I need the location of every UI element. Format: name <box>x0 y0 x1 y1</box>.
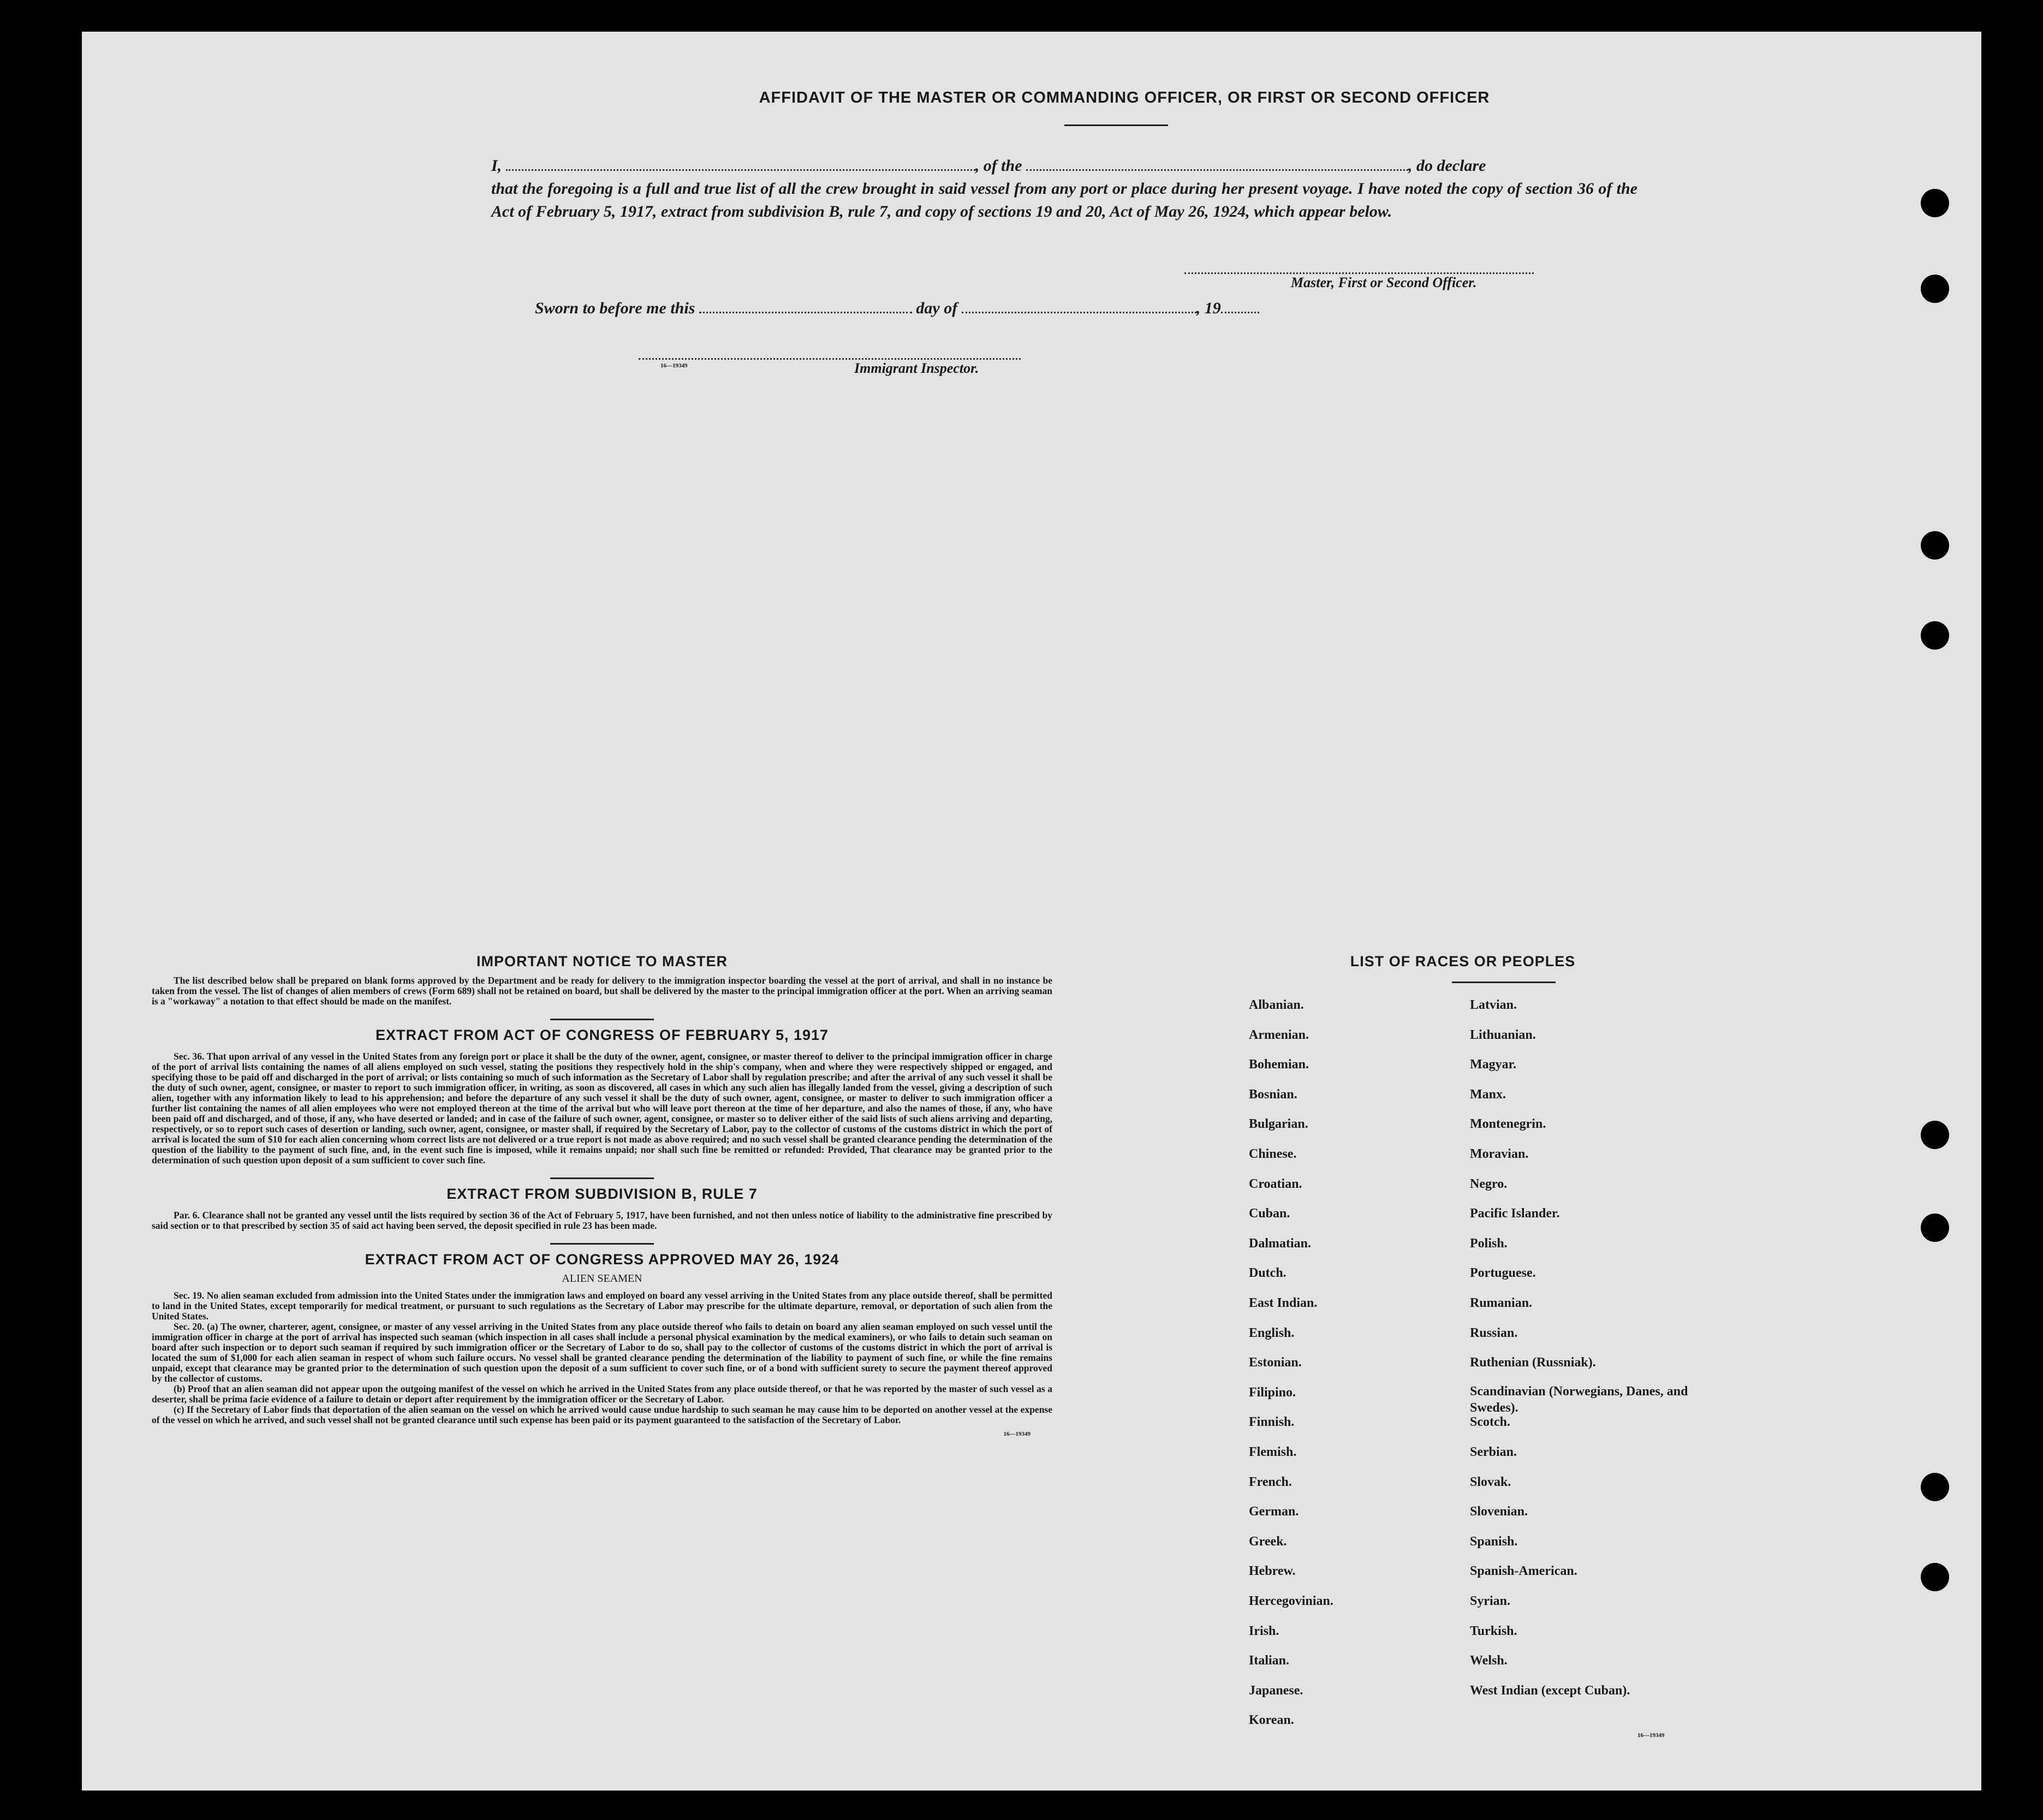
document-page <box>82 32 1981 1791</box>
notice-text: The list described below shall be prepared on blank forms approved by the Department and be ready for delivery to the immigration inspector boarding the vessel at the port of arrival, and shall in no instance be taken from the vessel. The list of changes of alien members of crews (Form 689) shall not be retained on board, but shall be delivered by the master to the principal immigration officer at the port. When an arriving seaman is a "workaway" a notation to that effect should be made on the manifest. <box>152 975 1052 1007</box>
race-item: Armenian. <box>1249 1027 1309 1042</box>
race-item: Montenegrin. <box>1470 1117 1546 1132</box>
race-item: French. <box>1249 1474 1292 1489</box>
races-title: LIST OF RACES OR PEOPLES <box>1350 953 1576 970</box>
race-item: Dutch. <box>1249 1266 1286 1281</box>
race-item: Slovak. <box>1470 1474 1511 1489</box>
sec-20b-text: (b) Proof that an alien seaman did not appear upon the outgoing manifest of the vessel on which he arrived in the United States from any place outside thereof, or that he was reported by the master of such vessel as a deserter, shall be prima facie evidence of a failure to detain or deport after requirement by the immigration officer or the Secretary of Labor. <box>152 1383 1052 1405</box>
race-item: Latvian. <box>1470 998 1517 1012</box>
signature-label: Master, First or Second Officer. <box>1291 275 1477 290</box>
extract-rule7-text: Par. 6. Clearance shall not be granted any vessel until the lists required by section 36 of the Act of February 5, 1917, have been furnished, and not then unless notice of liability to the administrative fine prescribed by said section or to that prescribed by section 35 of said act having been served, the deposit specified in rule 23 has been made. <box>152 1210 1052 1231</box>
race-item: Spanish. <box>1470 1534 1518 1549</box>
race-item: Moravian. <box>1470 1147 1529 1161</box>
race-item: West Indian (except Cuban). <box>1470 1683 1630 1698</box>
sec-20a-text: Sec. 20. (a) The owner, charterer, agent, consignee, or master of any vessel arriving in the United States from any place outside thereof who fails to detain on board any alien seaman employed on such vessel until the immigration officer in charge at the port of arrival has inspected such seaman (which inspection in all cases shall include a personal physical examination by the medical examiners), or who fails to detain such seaman on board after such inspection or to deport such seaman if required by such immigration officer or the Secretary of Labor to do so, shall pay to the collector of customs of the customs district in which the port of arrival is located the sum of $1,000 for each alien seaman in respect of whom such failure occurs. No vessel shall be granted clearance pending the determination of the liability to payment of such fine, or while the fine remains unpaid, except that clearance may be granted prior to the determination of such question upon the deposit of a sum sufficient to cover such fine, or of a bond with sufficient surety to secure the payment thereof approved by the collector of customs. <box>152 1321 1052 1384</box>
inspector-signature-blank[interactable] <box>639 358 1021 360</box>
form-number: 16—19349 <box>1003 1431 1031 1437</box>
race-item: Bosnian. <box>1249 1087 1297 1102</box>
binder-hole <box>1921 189 1949 217</box>
race-item: Pacific Islander. <box>1470 1206 1560 1221</box>
divider <box>550 1019 654 1020</box>
sworn-day-blank[interactable] <box>699 311 912 313</box>
binder-hole <box>1921 275 1949 303</box>
do-declare-label: , do declare <box>1408 157 1486 175</box>
race-item: Scotch. <box>1470 1415 1510 1430</box>
race-item: Albanian. <box>1249 998 1304 1012</box>
declaration-statement: that the foregoing is a full and true list of all the crew brought in said vessel from any port or place during her present voyage. I have noted the copy of section 36 of the Act of February 5, 1917, extract from subdivision B, rule 7, and copy of sections 19 and 20, Act of May 26, 1924, which appear below. <box>491 180 1637 221</box>
race-item: Bulgarian. <box>1249 1117 1308 1132</box>
notice-title: IMPORTANT NOTICE TO MASTER <box>476 953 728 970</box>
race-item: Magyar. <box>1470 1057 1517 1072</box>
race-item: Irish. <box>1249 1623 1279 1638</box>
form-number: 16—19349 <box>660 362 688 369</box>
race-item: Croatian. <box>1249 1176 1302 1191</box>
binder-hole <box>1921 621 1949 650</box>
race-item: Greek. <box>1249 1534 1287 1549</box>
race-item: Welsh. <box>1470 1654 1508 1668</box>
race-item: Italian. <box>1249 1654 1290 1668</box>
of-the-label: , of the <box>975 157 1022 175</box>
race-item: Estonian. <box>1249 1355 1302 1370</box>
race-item: East Indian. <box>1249 1296 1318 1310</box>
race-item: Hebrew. <box>1249 1564 1296 1579</box>
race-item: Polish. <box>1470 1236 1508 1251</box>
binder-hole <box>1921 1473 1949 1501</box>
legal-notices <box>152 953 1052 1437</box>
race-item: German. <box>1249 1504 1299 1519</box>
binder-hole <box>1921 1563 1949 1591</box>
race-item: Bohemian. <box>1249 1057 1309 1072</box>
race-item: Lithuanian. <box>1470 1027 1536 1042</box>
race-item: Flemish. <box>1249 1445 1297 1459</box>
race-item: Chinese. <box>1249 1147 1297 1161</box>
day-of-label: day of <box>916 299 958 317</box>
race-item: Negro. <box>1470 1176 1508 1191</box>
i-label: I, <box>491 157 502 175</box>
officer-signature-blank[interactable] <box>1184 272 1534 274</box>
affidavit-title: AFFIDAVIT OF THE MASTER OR COMMANDING OFFICER, OR FIRST OR SECOND OFFICER <box>759 89 1490 106</box>
sec-20c-text: (c) If the Secretary of Labor finds that deportation of the alien seaman on the vessel on which he arrived would cause undue hardship to such seaman he may cause him to be deported on another vessel at the expense of the vessel on which he arrived, and such vessel shall not be granted clearance until such expense has been paid or its payment guaranteed to the satisfaction of the Secretary of Labor. <box>152 1404 1052 1425</box>
race-item: Spanish-American. <box>1470 1564 1577 1579</box>
sec-19-text: Sec. 19. No alien seaman excluded from admission into the United States under the immigration laws and employed on board any vessel arriving in the United States from any place outside thereof, shall be permitted to land in the United States, except temporarily for medical treatment, or pursuant to such regulations as the Secretary of Labor may prescribe for the ultimate departure, removal, or deportation of such alien from the United States. <box>152 1290 1052 1322</box>
race-item: Filipino. <box>1249 1385 1296 1400</box>
affidavit-body <box>491 154 1654 223</box>
name-blank[interactable] <box>506 169 975 171</box>
binder-hole <box>1921 531 1949 560</box>
race-item: English. <box>1249 1325 1295 1340</box>
race-item: Syrian. <box>1470 1594 1511 1608</box>
race-item: Russian. <box>1470 1325 1518 1340</box>
declaration-line <box>491 154 1654 177</box>
race-item: Rumanian. <box>1470 1296 1533 1310</box>
sworn-label: Sworn to before me this <box>535 299 695 317</box>
sworn-year-blank[interactable] <box>1221 311 1259 313</box>
race-item: Ruthenian (Russniak). <box>1470 1355 1596 1370</box>
race-item: Dalmatian. <box>1249 1236 1311 1251</box>
extract-1917-text: Sec. 36. That upon arrival of any vessel in the United States from any foreign port or place it shall be the duty of the owner, agent, consignee, or master thereof to deliver to the principal immigration officer in charge of the port of arrival lists containing the names of all aliens employed on such vessel, stating the positions they respectively hold in the ship's company, when and where they were respectively shipped or engaged, and specifying those to be paid off and discharged in the port of arrival; or lists containing so much of such information as the Secretary of Labor shall by regulation prescribe; and after the arrival of any such vessel it shall be the duty of such owner, agent, consignee, or master to report to such immigration officer, in writing, as soon as discovered, all cases in which any such alien has illegally landed from the vessel, giving a description of such alien, together with any information likely to lead to his apprehension; and before the departure of any such vessel it shall be the duty of such owner, agent, consignee, or master to deliver to such immigration officer a further list containing the names of all alien employees who were not employed thereon at the time of the arrival but who will leave port thereon at the time of her departure, and also the names of those, if any, who have been paid off and discharged, and of those, if any, who have deserted or landed; and in case of the failure of such owner, agent, consignee, or master so to deliver either of the said lists of such aliens arriving and departing, respectively, or so to report such cases of desertion or landing, such owner, agent, consignee, or master shall, if required by the Secretary of Labor, pay to the collector of customs of the customs district in which the port of arrival is located the sum of $10 for each alien concerning whom correct lists are not delivered or a true report is not made as above required; and no such vessel shall be granted clearance pending the determination of the question of the liability to the payment of such fine, and, in the event such fine is imposed, while it remains unpaid; nor shall such fine be remitted or refunded: Provided, That clearance may be granted prior to the determination of such question upon deposit of a sum sufficient to cover such fine. <box>152 1051 1052 1165</box>
divider <box>550 1177 654 1179</box>
extract-rule7-title: EXTRACT FROM SUBDIVISION B, RULE 7 <box>446 1186 758 1202</box>
extract-1917-title: EXTRACT FROM ACT OF CONGRESS OF FEBRUARY 5, 1917 <box>375 1027 829 1043</box>
sworn-month-blank[interactable] <box>962 311 1196 313</box>
binder-hole <box>1921 1214 1949 1242</box>
year-prefix: , 19 <box>1196 299 1221 317</box>
race-item: Turkish. <box>1470 1623 1517 1638</box>
races-divider <box>1452 982 1556 983</box>
race-item: Scandinavian (Norwegians, Danes, and Swedes). <box>1470 1384 1688 1415</box>
race-item: Portuguese. <box>1470 1266 1536 1281</box>
race-item: Japanese. <box>1249 1683 1303 1698</box>
extract-1924-title: EXTRACT FROM ACT OF CONGRESS APPROVED MAY 26, 1924 <box>365 1251 839 1268</box>
extract-1924-subtitle: ALIEN SEAMEN <box>562 1272 642 1284</box>
race-item: Slovenian. <box>1470 1504 1528 1519</box>
vessel-blank[interactable] <box>1026 169 1408 171</box>
title-divider <box>1064 124 1168 126</box>
form-number: 16—19349 <box>1637 1732 1665 1739</box>
sworn-line <box>535 299 1259 318</box>
race-item: Cuban. <box>1249 1206 1290 1221</box>
race-item: Korean. <box>1249 1713 1294 1728</box>
divider <box>550 1243 654 1245</box>
race-item: Serbian. <box>1470 1445 1517 1459</box>
inspector-label: Immigrant Inspector. <box>854 360 979 376</box>
race-item: Manx. <box>1470 1087 1506 1102</box>
race-item: Finnish. <box>1249 1415 1295 1430</box>
binder-hole <box>1921 1121 1949 1149</box>
race-item: Hercegovinian. <box>1249 1594 1333 1608</box>
